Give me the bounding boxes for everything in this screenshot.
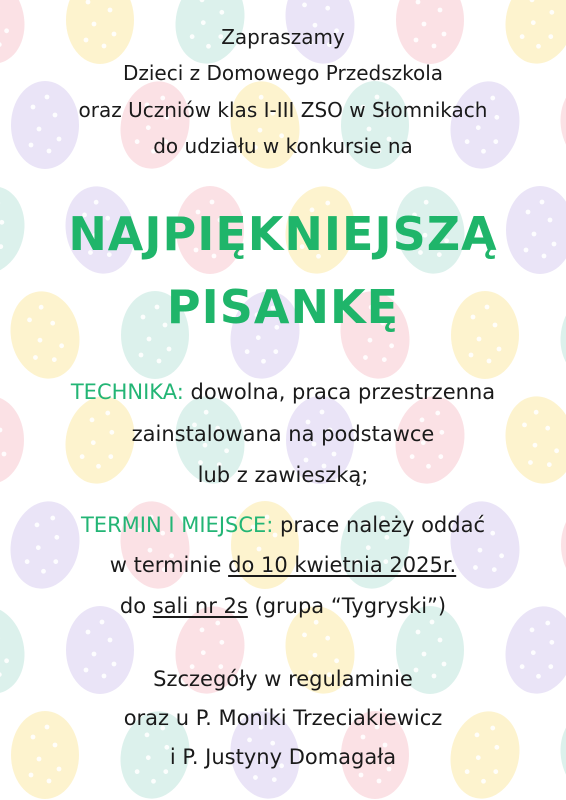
termin-group: (grupa “Tygryski”) (254, 594, 447, 618)
technika-text: dowolna, praca przestrzenna (190, 380, 496, 404)
termin-date: do 10 kwietnia 2025r. (228, 553, 457, 577)
details-line-3: i P. Justyny Domagała (169, 745, 397, 769)
termin-room-prefix: do (119, 594, 147, 618)
technika-line-2: zainstalowana na podstawce (131, 422, 435, 446)
contest-title-line-2: PISANKĘ (166, 280, 400, 334)
intro-line-2: Dzieci z Domowego Przedszkola (122, 61, 444, 85)
termin-label: TERMIN I MIEJSCE: (80, 513, 274, 537)
details-line-1: Szczegóły w regulaminie (153, 667, 413, 691)
termin-date-prefix: w terminie (109, 553, 222, 577)
technika-line-1 (0, 380, 566, 404)
contest-title-line-1: NAJPIĘKNIEJSZĄ (68, 207, 498, 261)
technika-line-3: lub z zawieszką; (197, 463, 369, 487)
termin-text: prace należy oddać (280, 513, 486, 537)
intro-line-4: do udziału w konkursie na (153, 134, 413, 158)
intro-line-1: Zapraszamy (221, 25, 345, 49)
intro-line-3: oraz Uczniów klas I-III ZSO w Słomnikach (78, 98, 488, 122)
termin-line-1 (0, 513, 566, 537)
details-line-2: oraz u P. Moniki Trzeciakiewicz (123, 706, 443, 730)
termin-line-3 (0, 594, 566, 618)
termin-room: sali nr 2s (152, 594, 248, 618)
termin-line-2 (0, 553, 566, 577)
technika-label: TECHNIKA: (70, 380, 184, 404)
